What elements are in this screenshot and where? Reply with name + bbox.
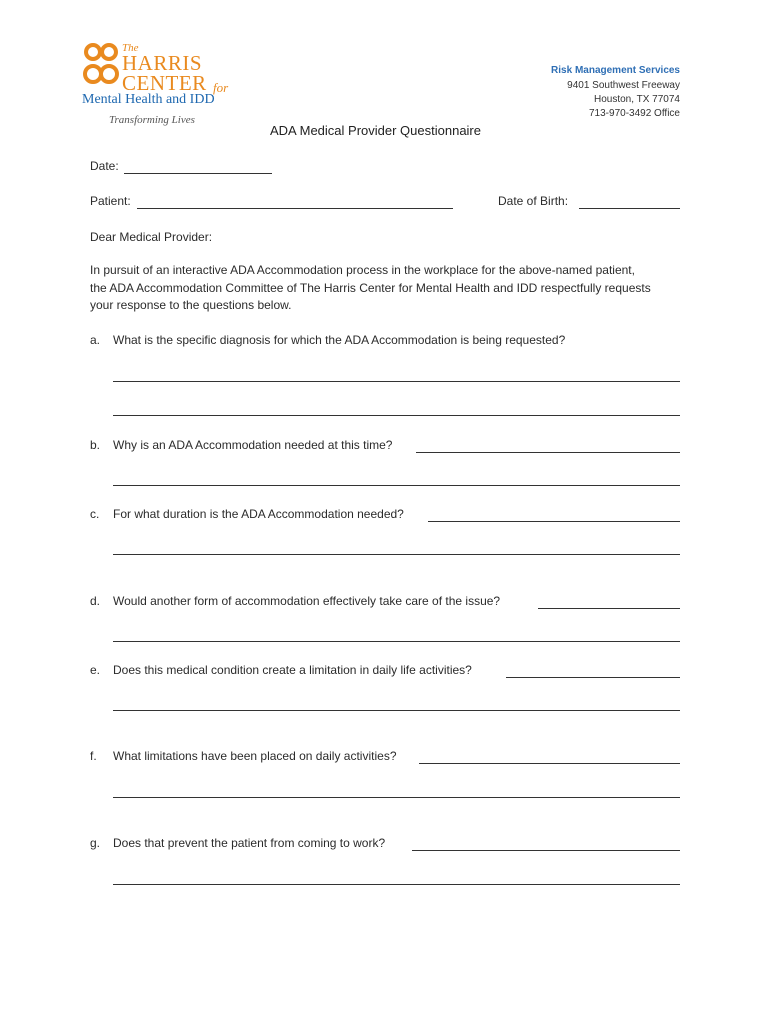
question-a-text: What is the specific diagnosis for which the ADA Accommodation is being requested?: [113, 333, 566, 347]
question-e-text: Does this medical condition create a limitation in daily life activities?: [113, 663, 472, 677]
question-f-text: What limitations have been placed on daily activities?: [113, 749, 397, 763]
answer-g-inline[interactable]: [412, 850, 680, 851]
question-letter: f.: [90, 749, 97, 763]
question-letter: a.: [90, 333, 101, 347]
intro-paragraph: [90, 262, 690, 315]
intro-line: your response to the questions below.: [90, 298, 292, 312]
address-phone: 713-970-3492 Office: [589, 108, 680, 119]
answer-e-line[interactable]: [113, 710, 680, 711]
intro-line: In pursuit of an interactive ADA Accommodation process in the workplace for the above-named patient,: [90, 263, 635, 277]
date-field[interactable]: [124, 173, 272, 174]
document-title: ADA Medical Provider Questionnaire: [270, 123, 481, 138]
answer-d-inline[interactable]: [538, 608, 680, 609]
answer-e-inline[interactable]: [506, 677, 680, 678]
address-city: Houston, TX 77074: [594, 94, 680, 105]
question-letter: c.: [90, 507, 100, 521]
patient-label: Patient:: [90, 194, 131, 208]
date-label: Date:: [90, 159, 119, 173]
logo-center-text: CENTER: [122, 71, 207, 95]
answer-d-line[interactable]: [113, 641, 680, 642]
answer-c-line[interactable]: [113, 554, 680, 555]
dob-label: Date of Birth:: [498, 194, 569, 208]
answer-g-line[interactable]: [113, 884, 680, 885]
question-b-text: Why is an ADA Accommodation needed at this time?: [113, 438, 393, 452]
address-street: 9401 Southwest Freeway: [567, 80, 680, 91]
salutation: Dear Medical Provider:: [90, 230, 213, 244]
answer-c-inline[interactable]: [428, 521, 680, 522]
intro-line: the ADA Accommodation Committee of The Harris Center for Mental Health and IDD respectfully requests: [90, 280, 651, 295]
address-department: Risk Management Services: [551, 65, 680, 76]
answer-b-inline[interactable]: [416, 452, 680, 453]
answer-a-line-2[interactable]: [113, 415, 680, 416]
answer-a-line-1[interactable]: [113, 381, 680, 382]
question-d-text: Would another form of accommodation effectively take care of the issue?: [113, 594, 501, 608]
logo-subtitle: Mental Health and IDD: [82, 92, 215, 107]
question-letter: b.: [90, 438, 101, 452]
question-letter: e.: [90, 663, 101, 677]
harris-center-logo: [82, 40, 242, 130]
harris-logo-mark-icon: [82, 40, 122, 90]
answer-f-inline[interactable]: [419, 763, 680, 764]
logo-the-text: The: [122, 42, 139, 54]
answer-b-line[interactable]: [113, 485, 680, 486]
question-g-text: Does that prevent the patient from coming to work?: [113, 836, 386, 850]
logo-tagline: Transforming Lives: [109, 114, 195, 126]
question-c-text: For what duration is the ADA Accommodation needed?: [113, 507, 404, 521]
logo-for-text: for: [213, 80, 229, 95]
answer-f-line[interactable]: [113, 797, 680, 798]
dob-field[interactable]: [579, 208, 680, 209]
question-letter: d.: [90, 594, 101, 608]
logo-harris-text: HARRIS: [122, 51, 203, 75]
question-letter: g.: [90, 836, 101, 850]
patient-field[interactable]: [137, 208, 453, 209]
